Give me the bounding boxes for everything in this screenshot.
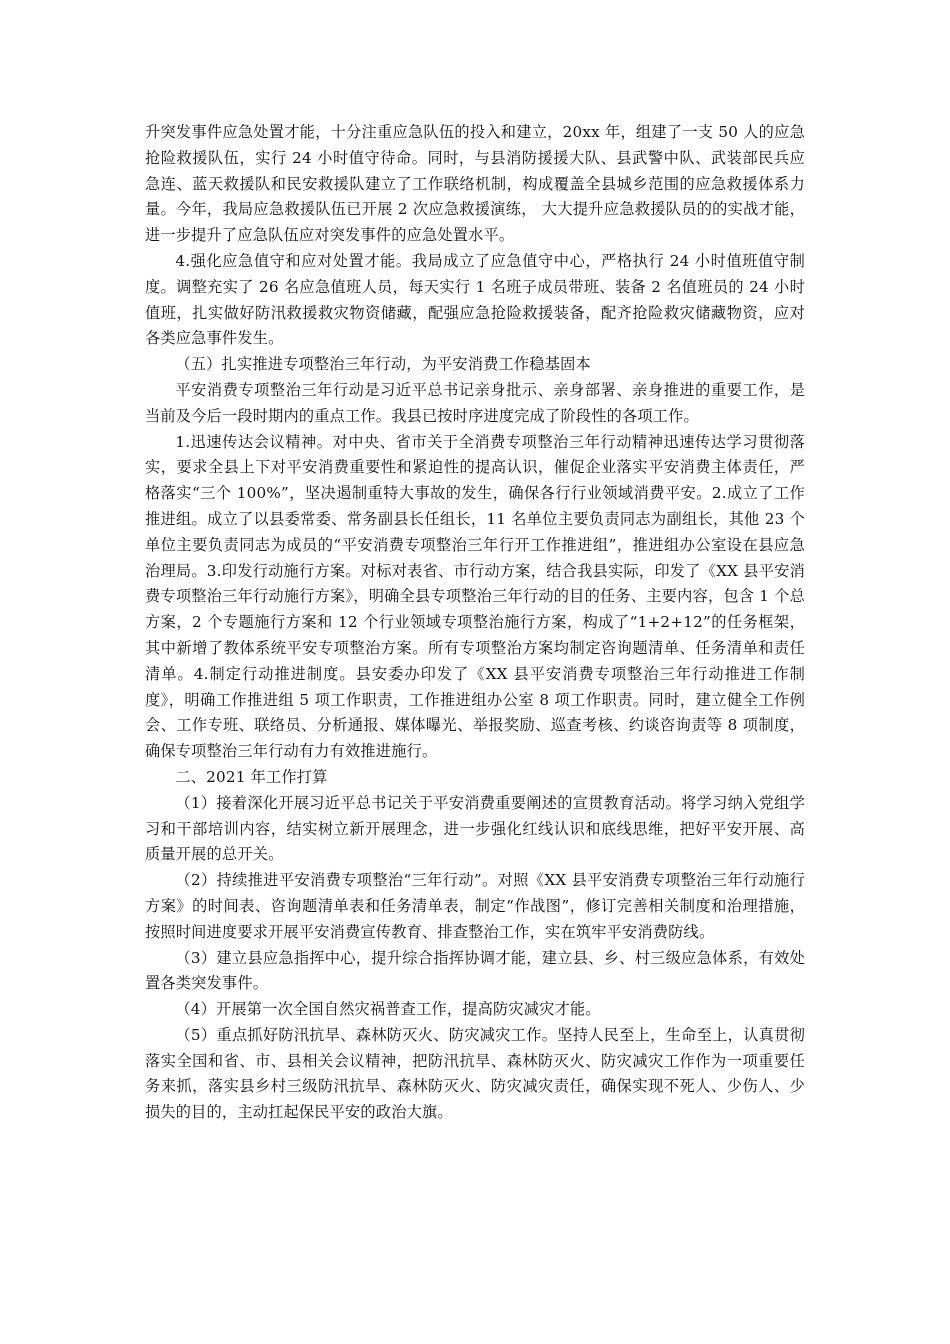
paragraph-emergency-team: 升突发事件应急处置才能，十分注重应急队伍的投入和建立，20xx 年，组建了一支 50 人的应急抢险救援队伍，实行 24 小时值守待命。同时，与县消防援援大队、县武警中队、武装部民兵应急连、蓝天救援队和民安救援队建立了工作联络机制，构成覆盖全县城乡范围的应急救援体系力量。今年，我局应急救援队伍已开展 2 次应急救援演练， 大大提升应急救援队员的的实战才能，进一步提升了应急队伍应对突发事件的应急处置水平。: [145, 123, 805, 245]
paragraph-three-year-action: 平安消费专项整治三年行动是习近平总书记亲身批示、亲身部署、亲身推进的重要工作，是当前及今后一段时期内的重点工作。我县已按时序进度完成了阶段性的各项工作。: [145, 380, 805, 425]
plan-item-5: （5）重点抓好防汛抗旱、森林防灭火、防灾减灾工作。坚持人民至上，生命至上，认真贯彻落实全国和省、市、县相关会议精神，把防汛抗旱、森林防灭火、防灾减灾工作作为一项重要任务来抓，落实县乡村三级防汛抗旱、森林防灭火、防灾减灾责任，确保实现不死人、少伤人、少损失的目的，主动扛起保民平安的政治大旗。: [145, 1025, 805, 1122]
plan-item-3: （3）建立县应急指挥中心，提升综合指挥协调才能，建立县、乡、村三级应急体系，有效处置各类突发事件。: [145, 948, 805, 993]
section-heading-five: （五）扎实推进专项整治三年行动，为平安消费工作稳基固本: [175, 355, 591, 374]
plan-item-1: （1）接着深化开展习近平总书记关于平安消费重要阐述的宣贯教育活动。将学习纳入党组学习和干部培训内容，结实树立新开展理念，进一步强化红线认识和底线思维，把好平安开展、高质量开展的总开关。: [145, 793, 805, 864]
paragraph-duty-system: 4.强化应急值守和应对处置才能。我局成立了应急值守中心，严格执行 24 小时值班值守制度。调整充实了 26 名应急值班人员，每天实行 1 名班子成员带班、装备 2 名值班员的 24 小时值班，扎实做好防汛救援救灾物资储藏，配强应急抢险救援装备，配齐抢险救灾储藏物资，应对各类应急事件发生。: [145, 251, 805, 348]
paragraph-action-details: 1.迅速传达会议精神。对中央、省市关于全消费专项整治三年行动精神迅速传达学习贯彻落实，要求全县上下对平安消费重要性和紧迫性的提高认识，催促企业落实平安消费主体责任，严格落实“三个 100%”，坚决遏制重特大事故的发生，确保各行行业领域消费平安。2.成立了工作推进组。成立了以县委常委、常务副县长任组长，11 名单位主要负责同志为副组长，其他 23 个单位主要负责同志为成员的“平安消费专项整治三年行开工作推进组”，推进组办公室设在县应急治理局。3.印发行动施行方案。对标对表省、市行动方案，结合我县实际，印发了《XX 县平安消费专项整治三年行动施行方案》，明确全县专项整治三年行动的目的任务、主要内容，包含 1 个总方案，2 个专题施行方案和 12 个行业领域专项整治施行方案，构成了“1+2+12”的任务框架，其中新增了教体系统平安专项整治方案。所有专项整治方案均制定咨询题清单、任务清单和责任清单。4.制定行动推进制度。县安委办印发了《XX 县平安消费专项整治三年行动推进工作制度》，明确工作推进组 5 项工作职责，工作推进组办公室 8 项工作职责。同时，建立健全工作例会、工作专班、联络员、分析通报、媒体曝光、举报奖励、巡查考核、约谈咨询责等 8 项制度，确保专项整治三年行动有力有效推进施行。: [145, 432, 805, 761]
plan-item-4: （4）开展第一次全国自然灾祸普查工作，提高防灾减灾才能。: [175, 1000, 601, 1019]
plan-item-2: （2）持续推进平安消费专项整治“三年行动”。对照《XX 县平安消费专项整治三年行动施行方案》的时间表、咨询题清单表和任务清单表，制定“作战图”，修订完善相关制度和治理措施，按照时间进度要求开展平安消费宣传教育、排查整治工作，实在筑牢平安消费防线。: [145, 871, 805, 941]
document-body: [145, 120, 805, 1126]
section-heading-2021-plan: 二、2021 年工作打算: [175, 767, 328, 786]
